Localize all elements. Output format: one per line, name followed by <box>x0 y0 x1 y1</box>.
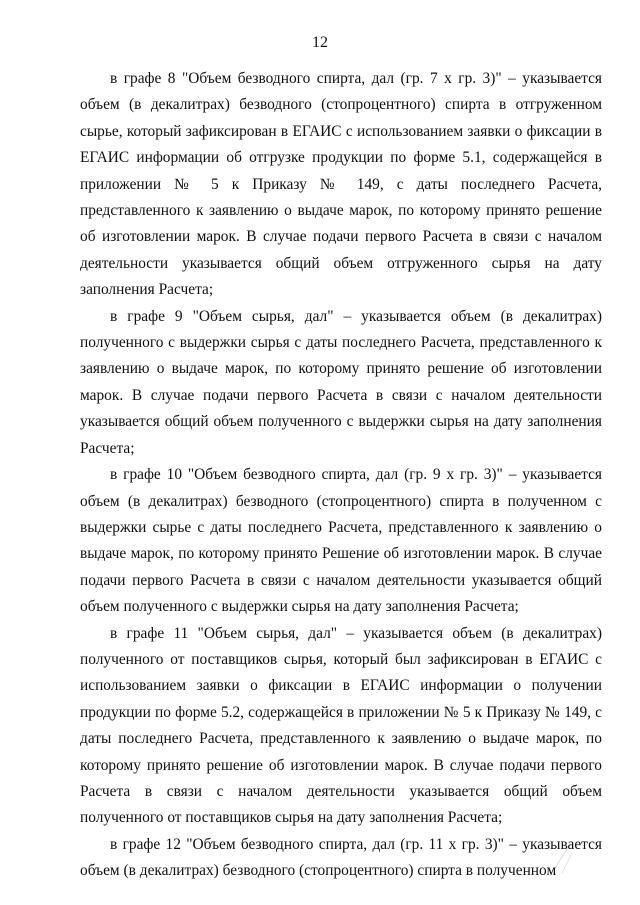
paragraph-graph-10: в графе 10 "Объем безводного спирта, дал (гр. 9 х гр. 3)" – указывается объем (в декалитрах) безводного (стопроцентного) спирта в полученном с выдержки сырье с даты последнего Расчета, представленного к заявлению о выдаче марок, по которому принято Решение об изготовлении марок. В случае подачи первого Расчета в связи с началом деятельности указывается общий объем полученного с выдержки сырья на дату заполнения Расчета; <box>80 466 602 616</box>
page-number: 12 <box>312 34 328 51</box>
paragraph-graph-12: в графе 12 "Объем безводного спирта, дал (гр. 11 х гр. 3)" – указывается объем (в декалитрах) безводного (стопроцентного) спирта в полученном <box>80 835 602 880</box>
scan-artifact-icon <box>550 837 580 877</box>
paragraph-graph-9: в графе 9 "Объем сырья, дал" – указывается объем (в декалитрах) полученного с выдержки сырья с даты последнего Расчета, представленного к заявлению о выдаче марок, по которому принято решение об изготовлении марок. В случае подачи первого Расчета в связи с началом деятельности указывается общий объем полученного с выдержки сырья на дату заполнения Расчета; <box>80 307 602 457</box>
document-body <box>80 66 602 885</box>
paragraph-graph-11: в графе 11 "Объем сырья, дал" – указывается объем (в декалитрах) полученного от поставщиков сырья, который был зафиксирован в ЕГАИС с использованием заявки о фиксации в ЕГАИС информации о получении продукции по форме 5.2, содержащейся в приложении № 5 к Приказу № 149, с даты последнего Расчета, представленного к заявлению о выдаче марок, по которому принято решение об изготовлении марок. В случае подачи первого Расчета в связи с началом деятельности указывается общий объем полученного от поставщиков сырья на дату заполнения Расчета; <box>80 624 602 827</box>
paragraph-graph-8: в графе 8 "Объем безводного спирта, дал (гр. 7 х гр. 3)" – указывается объем (в декалитрах) безводного (стопроцентного) спирта в отгруженном сырье, который зафиксирован в ЕГАИС с использованием заявки о фиксации в ЕГАИС информации об отгрузке продукции по форме 5.1, содержащейся в приложении № 5 к Приказу № 149, с даты последнего Расчета, представленного к заявлению о выдаче марок, по которому принято решение об изготовлении марок. В случае подачи первого Расчета в связи с началом деятельности указывается общий объем отгруженного сырья на дату заполнения Расчета; <box>80 70 602 299</box>
